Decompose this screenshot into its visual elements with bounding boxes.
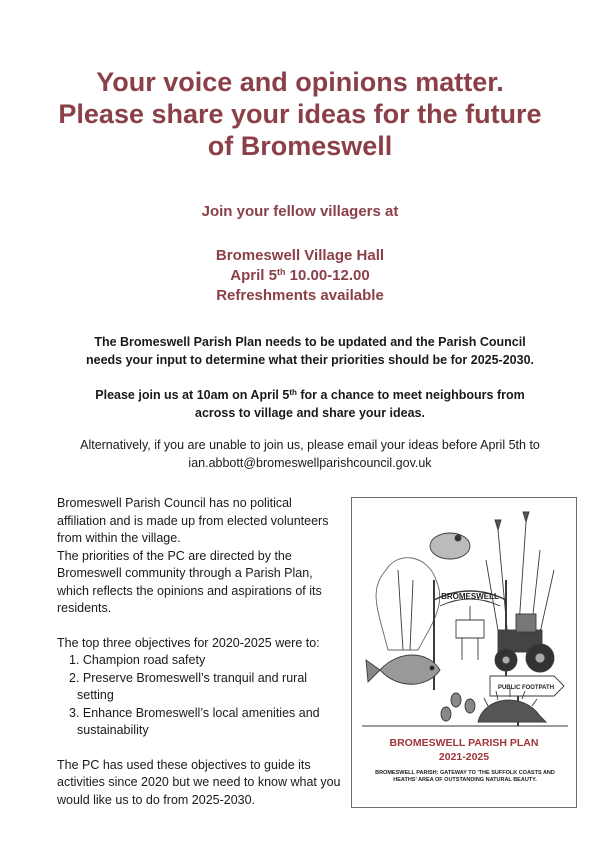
join-line-1-a: Please join us at 10am on April 5 xyxy=(95,388,290,402)
about-paragraph-2-text: The priorities of the PC are directed by the Bromeswell community through a Parish Plan, which reflects the opinions and aspirations of its residents. xyxy=(57,548,322,615)
venue-hall: Bromeswell Village Hall xyxy=(215,247,385,264)
headline-line-2: Please share your ideas for the future xyxy=(58,99,542,129)
join-line-1 xyxy=(40,386,580,404)
objectives-intro-text: The top three objectives for 2020-2025 were to: xyxy=(57,635,320,650)
contact-email[interactable]: ian.abbott@bromeswellparishcouncil.gov.uk xyxy=(188,456,432,470)
about-paragraph-1-text: Bromeswell Parish Council has no political affiliation and is made up from elected volunteers from within the village. xyxy=(57,496,329,545)
intro-line-1: The Bromeswell Parish Plan needs to be updated and the Parish Council xyxy=(94,335,526,349)
alternative-paragraph xyxy=(40,436,580,472)
venue-time: 10.00-12.00 xyxy=(289,267,370,284)
objectives-list xyxy=(57,652,342,740)
closing-paragraph xyxy=(57,757,342,810)
about-paragraph-1 xyxy=(57,495,342,548)
objectives-intro xyxy=(57,635,342,653)
parish-plan-cover xyxy=(351,497,577,808)
venue-block xyxy=(20,246,580,306)
headline-line-3: of Bromeswell xyxy=(207,131,393,161)
poster-title: BROMESWELL PARISH PLAN xyxy=(389,737,539,749)
venue-refreshments: Refreshments available xyxy=(216,287,384,304)
footpath-sign-text: PUBLIC FOOTPATH xyxy=(497,685,555,691)
sign-text: BROMESWELL xyxy=(441,592,499,601)
join-line-2: across to village and share your ideas. xyxy=(195,406,425,420)
poster-caption: BROMESWELL PARISH: GATEWAY TO 'THE SUFFOLK COASTS AND HEATHS' AREA OF OUTSTANDING NATURAL BEAUTY. xyxy=(375,770,555,783)
invite-text: Join your fellow villagers at xyxy=(201,203,399,220)
headline-line-1: Your voice and opinions matter. xyxy=(96,67,504,97)
venue-date xyxy=(20,266,580,286)
village-illustration xyxy=(358,510,572,732)
join-line-1-sup: th xyxy=(289,388,297,397)
poster-years: 2021-2025 xyxy=(438,751,490,763)
about-section xyxy=(57,495,342,826)
poster-title-block xyxy=(352,736,576,764)
intro-line-2: needs your input to determine what their priorities should be for 2025-2030. xyxy=(85,353,534,367)
about-paragraph-2 xyxy=(57,548,342,618)
closing-paragraph-text: The PC has used these objectives to guide its activities since 2020 but we need to know what you would like us to do from 2025-2030. xyxy=(57,757,341,807)
list-item: 2. Preserve Bromeswell’s tranquil and rural setting xyxy=(69,670,308,702)
headline xyxy=(20,66,580,162)
list-item: 1. Champion road safety xyxy=(69,653,206,667)
list-item: 3. Enhance Bromeswell’s local amenities and sustainability xyxy=(69,705,320,737)
join-paragraph xyxy=(40,386,580,422)
alternative-line-1: Alternatively, if you are unable to join us, please email your ideas before April 5th to xyxy=(80,438,540,452)
venue-date-prefix: April 5 xyxy=(230,267,277,284)
intro-paragraph xyxy=(40,333,580,369)
join-line-1-b: for a chance to meet neighbours from xyxy=(300,388,525,402)
venue-date-suffix: th xyxy=(276,267,286,277)
